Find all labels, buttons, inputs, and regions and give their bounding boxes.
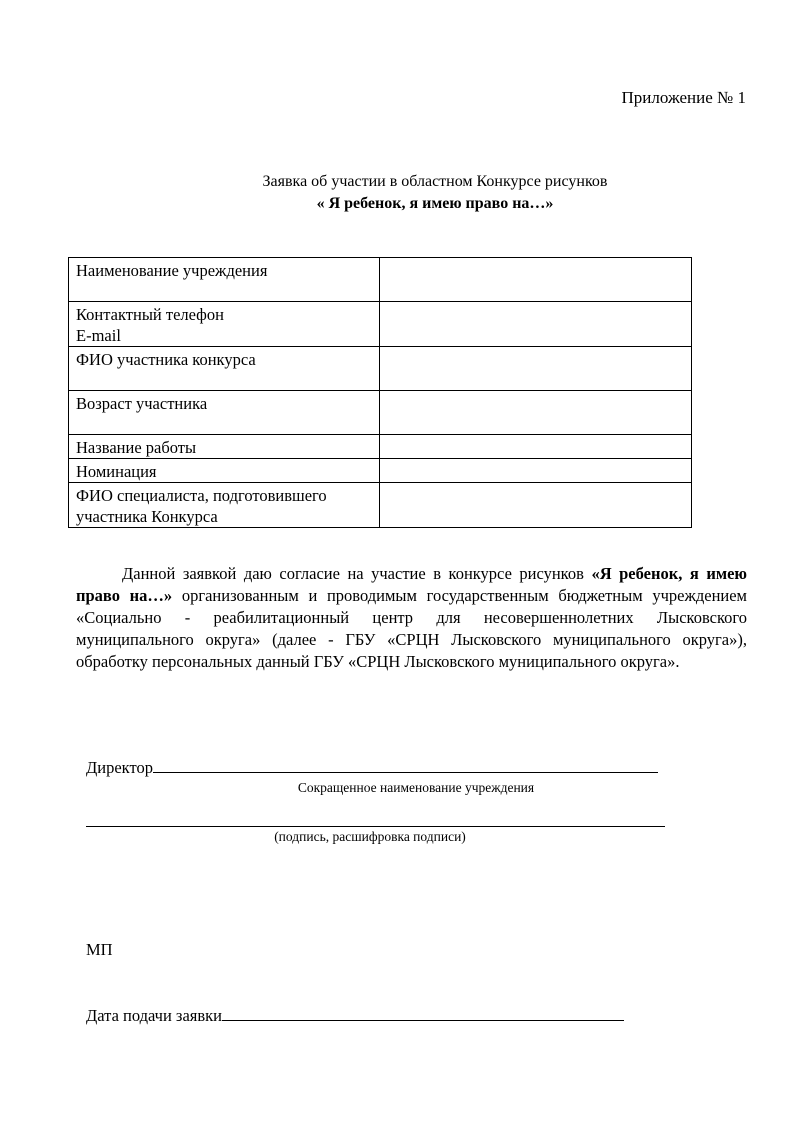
field-label-work-title: Название работы (69, 435, 380, 459)
director-fill-line[interactable] (153, 772, 658, 773)
field-label-nomination: Номинация (69, 459, 380, 483)
field-value-specialist[interactable] (380, 483, 692, 528)
field-value-contact[interactable] (380, 302, 692, 347)
consent-paragraph (76, 563, 747, 673)
stamp-label: МП (86, 940, 113, 959)
table-row (69, 258, 692, 302)
table-row (69, 483, 692, 528)
director-caption: Сокращенное наименование учреждения (297, 780, 535, 795)
signature-caption: (подпись, расшифровка подписи) (274, 829, 466, 844)
signature-fill-line[interactable] (86, 810, 665, 827)
field-label-institution: Наименование учреждения (69, 258, 380, 302)
consent-text-start: Данной заявкой даю согласие на участие в конкурсе рисунков (122, 564, 592, 583)
table-row (69, 435, 692, 459)
consent-contest-name: «Я ребенок, я имею право на…» (76, 564, 748, 605)
field-value-institution[interactable] (380, 258, 692, 302)
director-line (86, 758, 658, 778)
field-label-contact (69, 302, 380, 347)
date-fill-line[interactable] (222, 1020, 624, 1021)
field-value-work-title[interactable] (380, 435, 692, 459)
consent-text-end: организованным и проводимым государственным бюджетным учреждением «Социально - реабилитационный центр для несовершеннолетних Лысковского муниципального округа» (далее - ГБУ «СРЦН Лысковского муниципального округа»), обработку персональных данный ГБУ «СРЦН Лысковского муниципального округа». (76, 586, 747, 671)
field-value-participant-name[interactable] (380, 347, 692, 391)
table-row (69, 459, 692, 483)
field-value-participant-age[interactable] (380, 391, 692, 435)
contest-name-title: « Я ребенок, я имею право на…» (316, 195, 554, 212)
form-title: Заявка об участии в областном Конкурсе рисунков (262, 173, 608, 190)
field-label-participant-age: Возраст участника (69, 391, 380, 435)
application-form-table (68, 257, 692, 528)
date-line (86, 1006, 624, 1026)
field-label-phone: Контактный телефон (76, 305, 224, 324)
field-label-participant-name: ФИО участника конкурса (69, 347, 380, 391)
field-label-specialist (69, 483, 380, 528)
date-label: Дата подачи заявки (86, 1006, 222, 1025)
table-row (69, 347, 692, 391)
field-label-specialist-line1: ФИО специалиста, подготовившего (76, 486, 327, 505)
appendix-label: Приложение № 1 (621, 88, 746, 107)
table-row (69, 391, 692, 435)
table-row (69, 302, 692, 347)
field-label-specialist-line2: участника Конкурса (76, 507, 218, 526)
field-label-email: E-mail (76, 326, 121, 345)
field-value-nomination[interactable] (380, 459, 692, 483)
director-label: Директор (86, 758, 153, 777)
